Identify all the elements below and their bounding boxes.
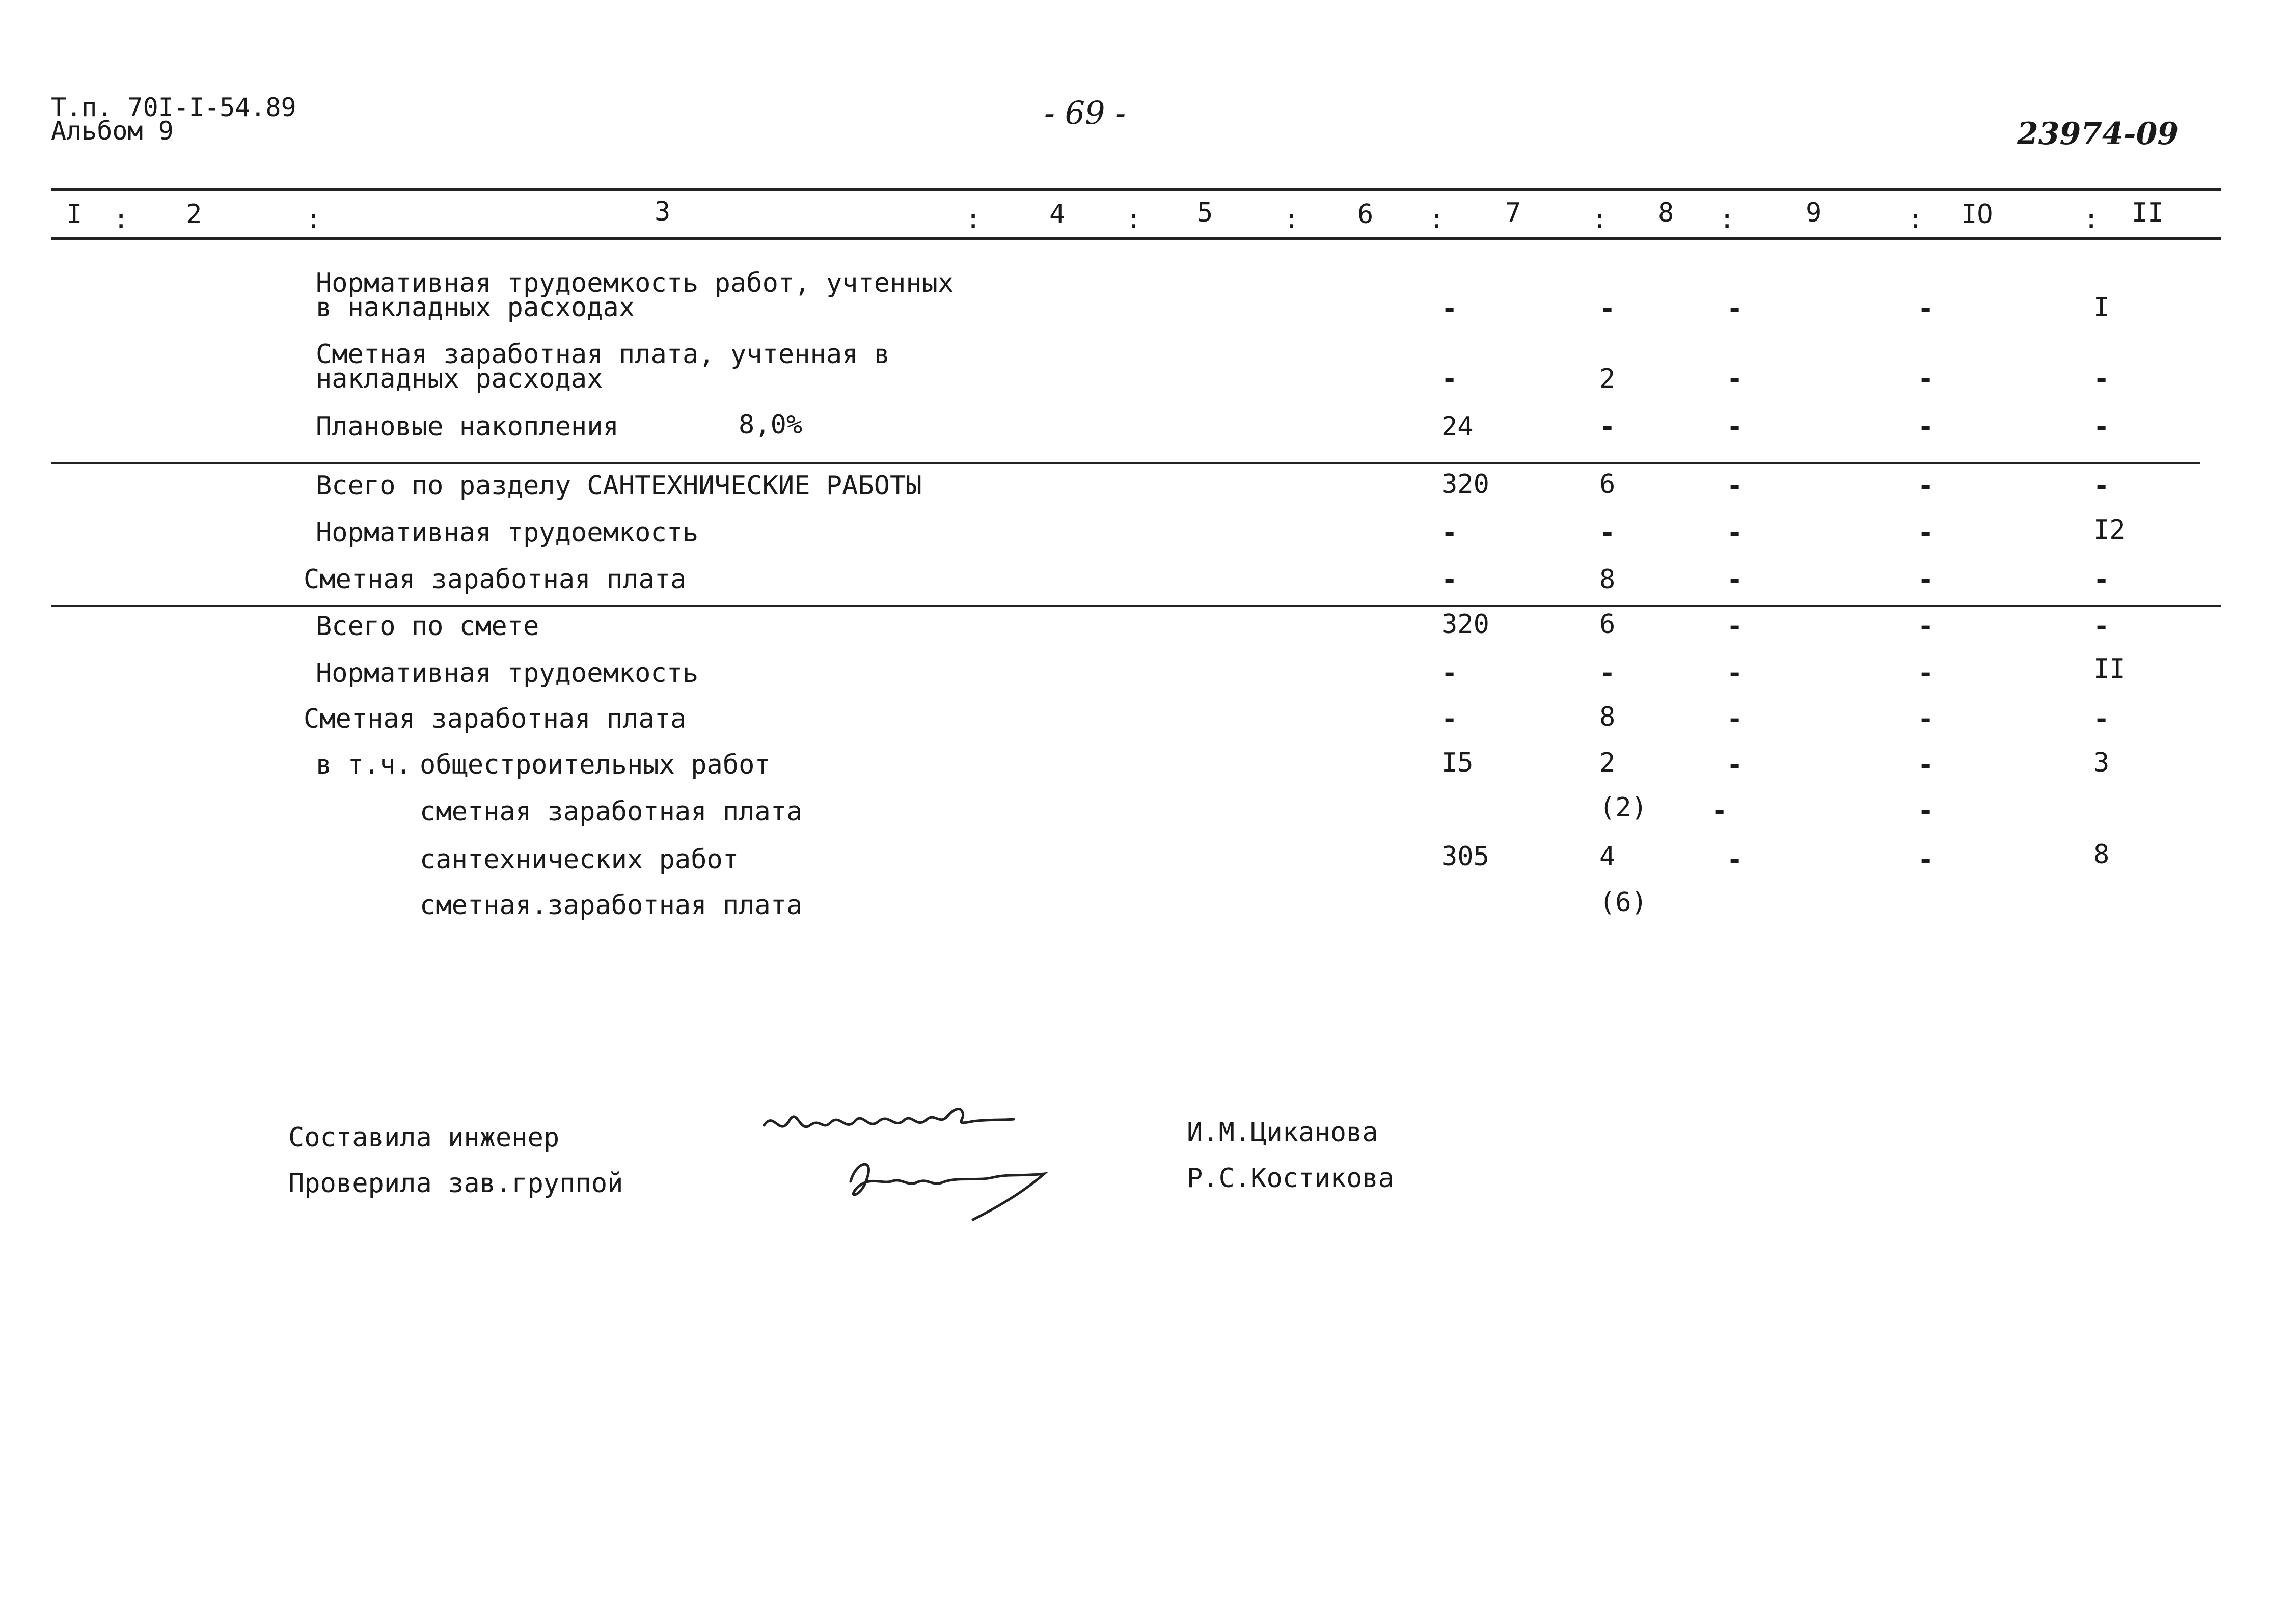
- cell-col11: -: [2093, 471, 2110, 501]
- cell-col8: 4: [1599, 841, 1616, 872]
- cell-col7: -: [1441, 658, 1458, 689]
- column-separator: :: [1284, 204, 1300, 235]
- cell-col11: -: [2093, 564, 2110, 595]
- column-separator: :: [1429, 204, 1445, 235]
- cell-col11: -: [2093, 704, 2110, 734]
- cell-col7: -: [1441, 517, 1458, 548]
- cell-col10: -: [1918, 844, 1934, 875]
- row-text: Плановые накопления: [316, 411, 619, 442]
- cell-col8: (2): [1599, 792, 1647, 823]
- column-header-11: II: [2132, 198, 2164, 228]
- cell-col8: 2: [1599, 364, 1616, 394]
- column-separator: :: [965, 204, 982, 235]
- cell-col8: 6: [1599, 609, 1616, 640]
- column-separator: :: [1592, 204, 1608, 235]
- cell-col7: -: [1441, 293, 1458, 324]
- row-text: Всего по разделу САНТЕХНИЧЕСКИЕ РАБОТЫ: [316, 471, 922, 501]
- column-header-7: 7: [1505, 198, 1521, 228]
- cell-col8: 6: [1599, 469, 1616, 500]
- cell-col9: -: [1727, 293, 1743, 324]
- cell-col11: I2: [2093, 515, 2126, 545]
- row-text: Всего по смете: [316, 611, 539, 642]
- page-number: - 69 -: [1044, 94, 1126, 131]
- column-header-6: 6: [1357, 199, 1374, 230]
- cell-col8: (6): [1599, 887, 1647, 918]
- document-reference: Т.п. 70I-I-54.89: [51, 93, 296, 122]
- column-separator: :: [1126, 204, 1142, 235]
- column-separator: :: [2083, 204, 2100, 235]
- cell-col10: -: [1918, 411, 1934, 442]
- row-text: Сметная заработная плата: [304, 564, 687, 595]
- row-text: Нормативная трудоемкость: [316, 517, 699, 548]
- cell-col8: -: [1599, 658, 1616, 689]
- cell-col9: -: [1727, 844, 1743, 875]
- cell-col11: -: [2093, 611, 2110, 642]
- column-header-1: I: [66, 199, 83, 230]
- compiled-by-name: И.М.Циканова: [1187, 1117, 1378, 1148]
- cell-col10: -: [1918, 293, 1934, 324]
- row-text: общестроительных работ: [420, 750, 771, 780]
- row-text: Нормативная трудоемкость: [316, 658, 699, 689]
- cell-col9: -: [1727, 611, 1743, 642]
- row-text: сантехнических работ: [420, 844, 739, 875]
- album-label: Альбом 9: [51, 116, 174, 146]
- column-separator: :: [113, 204, 129, 235]
- cell-col9: -: [1727, 364, 1743, 394]
- cell-col10: -: [1918, 795, 1934, 826]
- cell-col11: I: [2093, 292, 2110, 323]
- column-header-2: 2: [186, 199, 202, 230]
- cell-col10: -: [1918, 471, 1934, 501]
- cell-col11: 8: [2093, 839, 2110, 870]
- column-header-8: 8: [1658, 198, 1674, 228]
- row-text: Сметная заработная плата: [304, 704, 687, 734]
- cell-col7: 320: [1441, 609, 1489, 640]
- cell-col8: 2: [1599, 748, 1616, 778]
- row-text-line1: Нормативная трудоемкость работ, учтенных: [316, 268, 954, 298]
- cell-col9: -: [1727, 471, 1743, 501]
- accumulation-rate: 8,0%: [739, 409, 803, 440]
- cell-col10: -: [1918, 611, 1934, 642]
- cell-col9: -: [1727, 704, 1743, 734]
- row-text: сметная.заработная плата: [420, 890, 803, 921]
- cell-col10: -: [1918, 658, 1934, 689]
- cell-col10: -: [1918, 750, 1934, 780]
- cell-col10: -: [1918, 564, 1934, 595]
- cell-col7: I5: [1441, 748, 1474, 778]
- row-text-line2: накладных расходах: [316, 364, 603, 394]
- cell-col7: -: [1441, 704, 1458, 734]
- cell-col10: -: [1918, 704, 1934, 734]
- cell-col8: 8: [1599, 702, 1616, 732]
- column-header-5: 5: [1197, 198, 1213, 228]
- cell-col9: -: [1727, 517, 1743, 548]
- cell-col11: II: [2093, 654, 2126, 684]
- cell-col11: -: [2093, 411, 2110, 442]
- cell-col7: -: [1441, 564, 1458, 595]
- column-header-9: 9: [1806, 198, 1822, 228]
- compiled-by-signature: [759, 1090, 1024, 1151]
- column-separator: :: [306, 204, 322, 235]
- column-header-4: 4: [1049, 199, 1066, 230]
- cell-col11: 3: [2093, 748, 2110, 778]
- cell-col7: 305: [1441, 841, 1489, 872]
- row-prefix: в т.ч.: [316, 750, 412, 780]
- row-text-line2: в накладных расходах: [316, 292, 635, 323]
- section-divider: [51, 462, 2200, 464]
- row-text: сметная заработная плата: [420, 796, 803, 827]
- cell-col9: -: [1711, 795, 1728, 826]
- compiled-by-label: Составила инженер: [288, 1122, 560, 1153]
- row-text-line1: Сметная заработная плата, учтенная в: [316, 339, 890, 370]
- cell-col8: 8: [1599, 564, 1616, 595]
- section-divider: [51, 605, 2221, 607]
- cell-col9: -: [1727, 658, 1743, 689]
- checked-by-signature: [830, 1146, 1095, 1227]
- cell-col8: -: [1599, 411, 1616, 442]
- cell-col9: -: [1727, 750, 1743, 780]
- cell-col9: -: [1727, 411, 1743, 442]
- column-header-3: 3: [655, 197, 671, 227]
- inventory-number: 23974-09: [2017, 116, 2179, 152]
- cell-col7: 24: [1441, 411, 1474, 442]
- cell-col8: -: [1599, 517, 1616, 548]
- cell-col8: -: [1599, 293, 1616, 324]
- cell-col11: -: [2093, 364, 2110, 394]
- cell-col10: -: [1918, 517, 1934, 548]
- checked-by-label: Проверила зав.группой: [288, 1168, 623, 1199]
- cell-col10: -: [1918, 364, 1934, 394]
- cell-col9: -: [1727, 564, 1743, 595]
- column-separator: :: [1908, 204, 1924, 235]
- column-separator: :: [1719, 204, 1735, 235]
- table-header-bottom-rule: [51, 237, 2221, 240]
- column-header-10: IO: [1961, 199, 1993, 230]
- cell-col7: 320: [1441, 469, 1489, 500]
- cell-col7: -: [1441, 364, 1458, 394]
- table-top-rule: [51, 188, 2221, 191]
- checked-by-name: Р.С.Костикова: [1187, 1163, 1394, 1194]
